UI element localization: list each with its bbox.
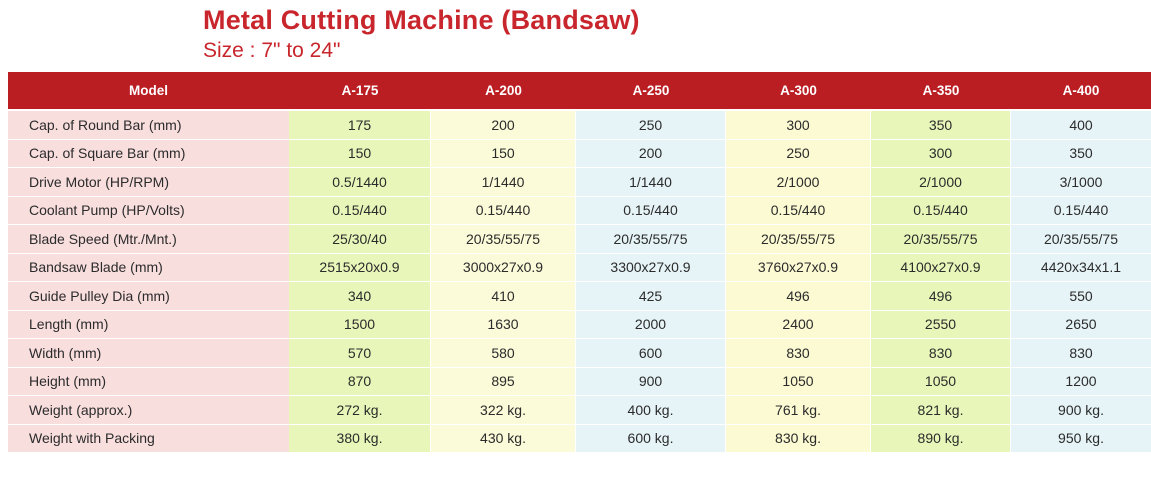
table-cell: 2/1000 bbox=[871, 168, 1011, 197]
table-cell: 830 bbox=[726, 339, 871, 368]
table-cell: 0.15/440 bbox=[289, 197, 431, 226]
table-cell: 0.15/440 bbox=[871, 197, 1011, 226]
table-cell: 3300x27x0.9 bbox=[576, 254, 726, 283]
table-row bbox=[8, 140, 1151, 169]
column-header-a-250: A-250 bbox=[576, 72, 726, 111]
table-cell: 0.15/440 bbox=[1011, 197, 1151, 226]
column-header-model: Model bbox=[8, 72, 289, 111]
table-row bbox=[8, 311, 1151, 340]
table-cell: 322 kg. bbox=[431, 396, 576, 425]
table-cell: 1/1440 bbox=[431, 168, 576, 197]
table-cell: 895 bbox=[431, 368, 576, 397]
table-cell: 830 bbox=[871, 339, 1011, 368]
table-row bbox=[8, 368, 1151, 397]
table-row bbox=[8, 168, 1151, 197]
row-label: Blade Speed (Mtr./Mnt.) bbox=[8, 225, 289, 254]
table-cell: 20/35/55/75 bbox=[871, 225, 1011, 254]
table-cell: 0.5/1440 bbox=[289, 168, 431, 197]
table-cell: 0.15/440 bbox=[726, 197, 871, 226]
table-cell: 340 bbox=[289, 282, 431, 311]
table-cell: 3760x27x0.9 bbox=[726, 254, 871, 283]
row-label: Weight with Packing bbox=[8, 425, 289, 454]
table-cell: 870 bbox=[289, 368, 431, 397]
table-cell: 20/35/55/75 bbox=[726, 225, 871, 254]
table-cell: 890 kg. bbox=[871, 425, 1011, 454]
table-cell: 496 bbox=[871, 282, 1011, 311]
row-label: Weight (approx.) bbox=[8, 396, 289, 425]
table-cell: 950 kg. bbox=[1011, 425, 1151, 454]
table-row bbox=[8, 396, 1151, 425]
column-header-a-350: A-350 bbox=[871, 72, 1011, 111]
table-cell: 2550 bbox=[871, 311, 1011, 340]
table-row bbox=[8, 197, 1151, 226]
table-cell: 900 bbox=[576, 368, 726, 397]
row-label: Cap. of Square Bar (mm) bbox=[8, 140, 289, 169]
table-cell: 200 bbox=[431, 111, 576, 140]
table-cell: 4420x34x1.1 bbox=[1011, 254, 1151, 283]
table-cell: 1630 bbox=[431, 311, 576, 340]
row-label: Bandsaw Blade (mm) bbox=[8, 254, 289, 283]
table-cell: 410 bbox=[431, 282, 576, 311]
table-cell: 1200 bbox=[1011, 368, 1151, 397]
table-cell: 4100x27x0.9 bbox=[871, 254, 1011, 283]
table-cell: 600 kg. bbox=[576, 425, 726, 454]
table-cell: 425 bbox=[576, 282, 726, 311]
table-cell: 1050 bbox=[871, 368, 1011, 397]
table-cell: 2400 bbox=[726, 311, 871, 340]
table-cell: 400 kg. bbox=[576, 396, 726, 425]
table-cell: 300 bbox=[726, 111, 871, 140]
table-header-row bbox=[8, 72, 1151, 111]
row-label: Height (mm) bbox=[8, 368, 289, 397]
table-cell: 2000 bbox=[576, 311, 726, 340]
table-cell: 200 bbox=[576, 140, 726, 169]
table-cell: 2/1000 bbox=[726, 168, 871, 197]
table-cell: 600 bbox=[576, 339, 726, 368]
table-cell: 20/35/55/75 bbox=[576, 225, 726, 254]
table-cell: 1/1440 bbox=[576, 168, 726, 197]
table-cell: 830 kg. bbox=[726, 425, 871, 454]
table-cell: 150 bbox=[431, 140, 576, 169]
row-label: Coolant Pump (HP/Volts) bbox=[8, 197, 289, 226]
table-cell: 380 kg. bbox=[289, 425, 431, 454]
row-label: Guide Pulley Dia (mm) bbox=[8, 282, 289, 311]
table-cell: 570 bbox=[289, 339, 431, 368]
table-cell: 300 bbox=[871, 140, 1011, 169]
column-header-a-200: A-200 bbox=[431, 72, 576, 111]
table-cell: 350 bbox=[1011, 140, 1151, 169]
table-cell: 1050 bbox=[726, 368, 871, 397]
row-label: Width (mm) bbox=[8, 339, 289, 368]
table-cell: 250 bbox=[726, 140, 871, 169]
table-cell: 25/30/40 bbox=[289, 225, 431, 254]
table-cell: 0.15/440 bbox=[431, 197, 576, 226]
table-cell: 20/35/55/75 bbox=[1011, 225, 1151, 254]
table-cell: 1500 bbox=[289, 311, 431, 340]
table-row bbox=[8, 282, 1151, 311]
table-cell: 400 bbox=[1011, 111, 1151, 140]
table-cell: 272 kg. bbox=[289, 396, 431, 425]
table-cell: 2650 bbox=[1011, 311, 1151, 340]
spec-table bbox=[8, 72, 1151, 453]
table-row bbox=[8, 254, 1151, 283]
table-cell: 430 kg. bbox=[431, 425, 576, 454]
table-cell: 830 bbox=[1011, 339, 1151, 368]
table-row bbox=[8, 111, 1151, 140]
table-cell: 580 bbox=[431, 339, 576, 368]
table-row bbox=[8, 225, 1151, 254]
table-cell: 900 kg. bbox=[1011, 396, 1151, 425]
column-header-a-175: A-175 bbox=[289, 72, 431, 111]
table-cell: 3/1000 bbox=[1011, 168, 1151, 197]
row-label: Drive Motor (HP/RPM) bbox=[8, 168, 289, 197]
table-cell: 2515x20x0.9 bbox=[289, 254, 431, 283]
table-cell: 20/35/55/75 bbox=[431, 225, 576, 254]
table-cell: 496 bbox=[726, 282, 871, 311]
table-body bbox=[8, 111, 1151, 453]
column-header-a-300: A-300 bbox=[726, 72, 871, 111]
table-cell: 761 kg. bbox=[726, 396, 871, 425]
page-subtitle: Size : 7" to 24" bbox=[203, 39, 341, 62]
table-cell: 175 bbox=[289, 111, 431, 140]
table-cell: 350 bbox=[871, 111, 1011, 140]
table-cell: 0.15/440 bbox=[576, 197, 726, 226]
row-label: Cap. of Round Bar (mm) bbox=[8, 111, 289, 140]
page-title: Metal Cutting Machine (Bandsaw) bbox=[203, 5, 640, 35]
table-cell: 3000x27x0.9 bbox=[431, 254, 576, 283]
table-cell: 821 kg. bbox=[871, 396, 1011, 425]
row-label: Length (mm) bbox=[8, 311, 289, 340]
column-header-a-400: A-400 bbox=[1011, 72, 1151, 111]
table-row bbox=[8, 425, 1151, 454]
table-cell: 250 bbox=[576, 111, 726, 140]
table-cell: 150 bbox=[289, 140, 431, 169]
table-cell: 550 bbox=[1011, 282, 1151, 311]
table-row bbox=[8, 339, 1151, 368]
